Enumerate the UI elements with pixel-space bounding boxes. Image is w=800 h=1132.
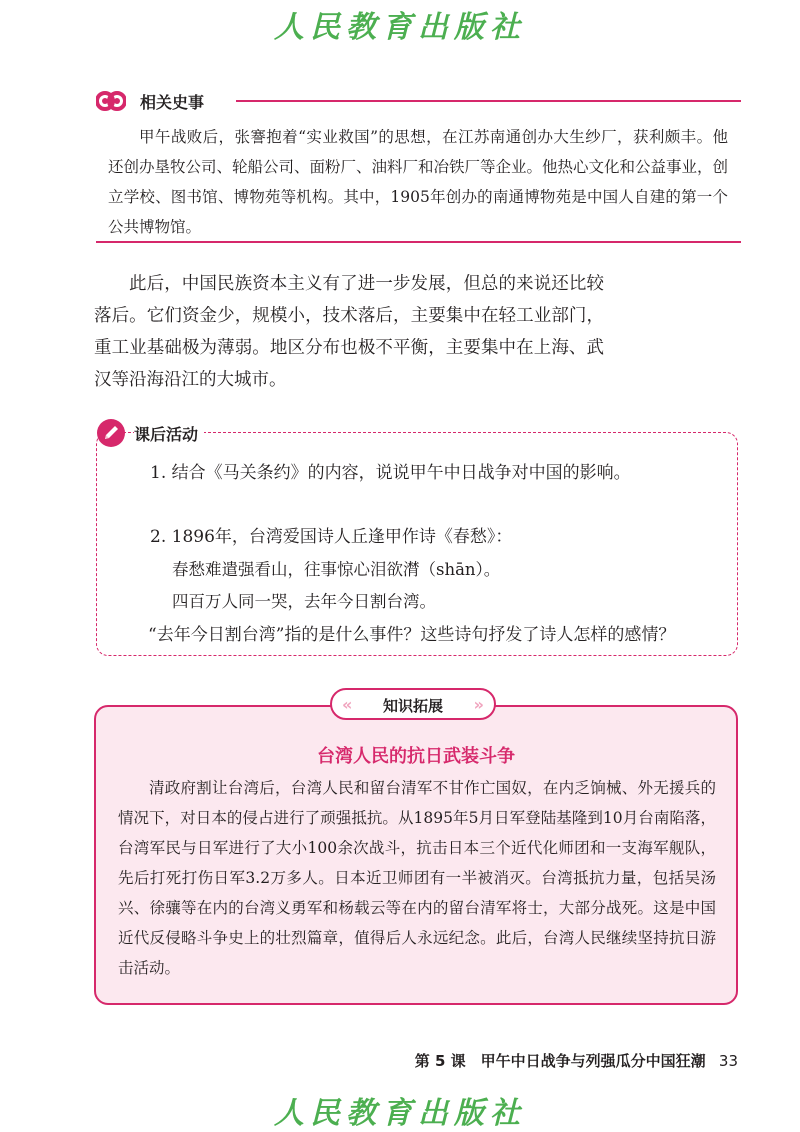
- history-bottom-divider: [96, 241, 741, 243]
- main-paragraph: 此后，中国民族资本主义有了进一步发展，但总的来说还比较落后。它们资金少，规模小，技术落后，主要集中在轻工业部门，重工业基础极为薄弱。地区分布也极不平衡，主要集中在上海、武汉等沿海沿江的大城市。: [94, 274, 604, 390]
- history-icon: [96, 88, 126, 114]
- history-divider: [236, 100, 741, 102]
- history-section-header: [96, 86, 741, 116]
- publisher-watermark-top: 人民教育出版社: [274, 10, 526, 45]
- pencil-icon: [96, 418, 126, 448]
- knowledge-tab-label: 知识拓展: [382, 697, 443, 715]
- poem-line-2: 四百万人同一哭，去年今日割台湾。: [172, 592, 436, 611]
- lesson-title: 第 5 课 甲午中日战争与列强瓜分中国狂潮: [414, 1052, 706, 1070]
- page-number: 33: [718, 1052, 738, 1070]
- activity-question-1: 1. 结合《马关条约》的内容，说说甲午中日战争对中国的影响。: [150, 463, 631, 483]
- history-paragraph: 甲午战败后，张謇抱着“实业救国”的思想，在江苏南通创办大生纱厂，获利颇丰。他还创办垦牧公司、轮船公司、面粉厂、油料厂和冶铁厂等企业。他热心文化和公益事业，创立学校、图书馆、博物苑等机构。其中，1905年创办的南通博物苑是中国人自建的第一个公共博物馆。: [108, 128, 729, 236]
- knowledge-paragraph: 清政府割让台湾后，台湾人民和留台清军不甘作亡国奴，在内乏饷械、外无援兵的情况下，对日本的侵占进行了顽强抵抗。从1895年5月日军登陆基隆到10月台南陷落，台湾军民与日军进行了大小100余次战斗，抗击日本三个近代化师团和一支海军舰队，先后打死打伤日军3.2万多人。日本近卫师团有一半被消灭。台湾抵抗力量，包括吴汤兴、徐骧等在内的台湾义勇军和杨载云等在内的留台清军将士，大部分战死。这是中国近代反侵略斗争史上的壮烈篇章，值得后人永远纪念。此后，台湾人民继续坚持抗日游击活动。: [118, 779, 716, 977]
- chevron-left-icon: «: [342, 695, 353, 714]
- publisher-watermark-bottom: 人民教育出版社: [274, 1096, 526, 1131]
- page-footer: [415, 1050, 738, 1071]
- poem-line-1: 春愁难遣强看山，往事惊心泪欲潸（shān）。: [172, 560, 501, 579]
- history-title: 相关史事: [140, 93, 205, 112]
- activity-question-2-prompt: “去年今日割台湾”指的是什么事件？这些诗句抒发了诗人怎样的感情？: [148, 625, 676, 645]
- knowledge-heading: 台湾人民的抗日武装斗争: [317, 746, 515, 767]
- chevron-right-icon: »: [473, 695, 484, 714]
- knowledge-tab: [330, 688, 496, 720]
- activity-title: 课后活动: [134, 422, 204, 445]
- main-text: [94, 268, 604, 396]
- knowledge-text: [118, 773, 716, 983]
- history-text: [108, 122, 728, 242]
- activity-question-2: 2. 1896年，台湾爱国诗人丘逢甲作诗《春愁》：: [150, 527, 513, 547]
